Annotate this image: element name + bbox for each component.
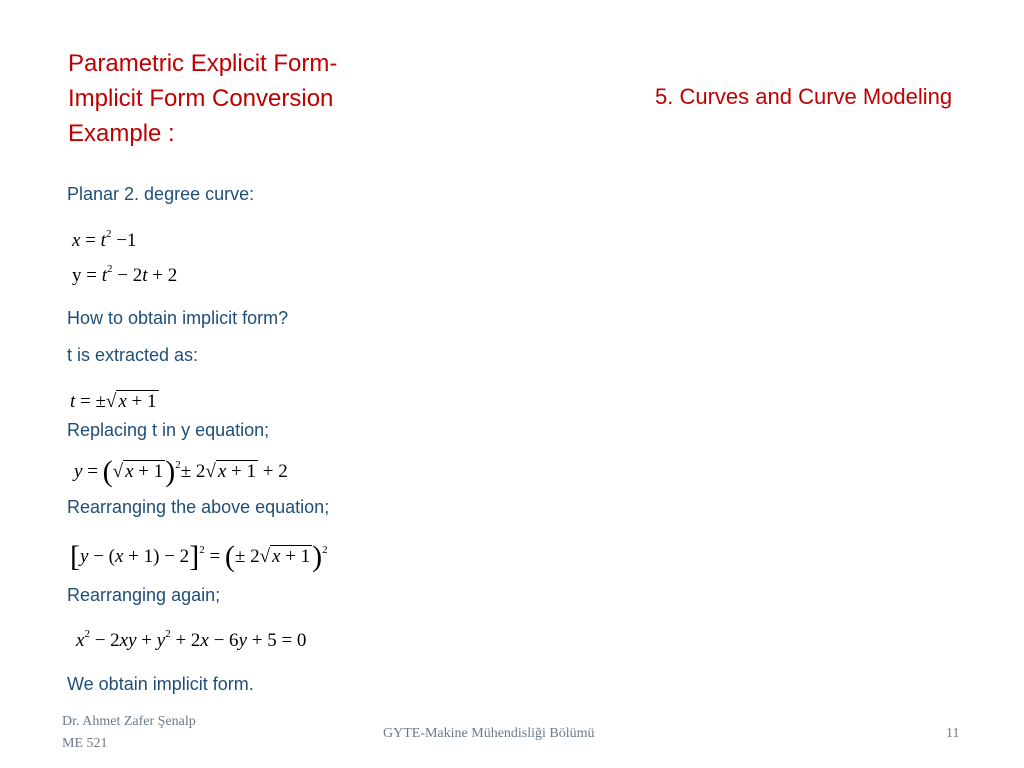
equation-t-extracted: t = ±√ x + 1 [70, 391, 157, 412]
equation-y: $y = t^2 - 2t + 2$ [72, 263, 178, 286]
eq-y-exp: 2 [107, 263, 113, 275]
footer-author: Dr. Ahmet Zafer Şenalp [62, 714, 196, 729]
footer-department: GYTE-Makine Mühendisliği Bölümü [383, 726, 595, 741]
question-text: How to obtain implicit form? [67, 308, 289, 328]
title-line-1: Parametric Explicit Form- [68, 50, 338, 77]
eq-x-rest: −1 [116, 230, 137, 251]
title-line-3: Example : [68, 120, 175, 147]
eq-y-t: t [101, 265, 107, 286]
footer-page-number: 11 [946, 726, 960, 741]
slide-title [68, 46, 398, 151]
eq-x-t: t [100, 230, 106, 251]
equation-implicit: $x^2 - 2xy + y^2 + 2x - 6y + 5 = 0$ [76, 628, 307, 651]
rearranging-again-text: Rearranging again; [67, 585, 221, 605]
eq-x-lhs: x [72, 230, 81, 251]
extract-text: t is extracted as: [67, 345, 199, 365]
title-line-2: Implicit Form Conversion [68, 85, 334, 112]
equation-substituted: y = (√ x + 1)$^2$± 2√ x + 1 + 2 [74, 455, 288, 488]
equation-x: $x = t^2 -1$ [72, 228, 137, 251]
conclusion-text: We obtain implicit form. [67, 674, 254, 694]
equation-squared: $[y - (x + 1) - 2]^2$ = (± 2√ x + 1)$^2$ [70, 540, 328, 573]
eq-x-exp: 2 [105, 228, 112, 240]
rearranging-text: Rearranging the above equation; [67, 497, 330, 517]
footer-course: ME 521 [62, 736, 108, 751]
intro-text: Planar 2. degree curve: [67, 184, 255, 204]
eq-y-rest: + 2 [152, 265, 178, 286]
replacing-text: Replacing t in y equation; [67, 420, 270, 440]
eq-y-lhs: y [72, 265, 82, 286]
eq-y-mid: − 2 [117, 265, 143, 286]
section-heading: 5. Curves and Curve Modeling [655, 84, 953, 109]
eq-y-t2: t [142, 265, 148, 286]
